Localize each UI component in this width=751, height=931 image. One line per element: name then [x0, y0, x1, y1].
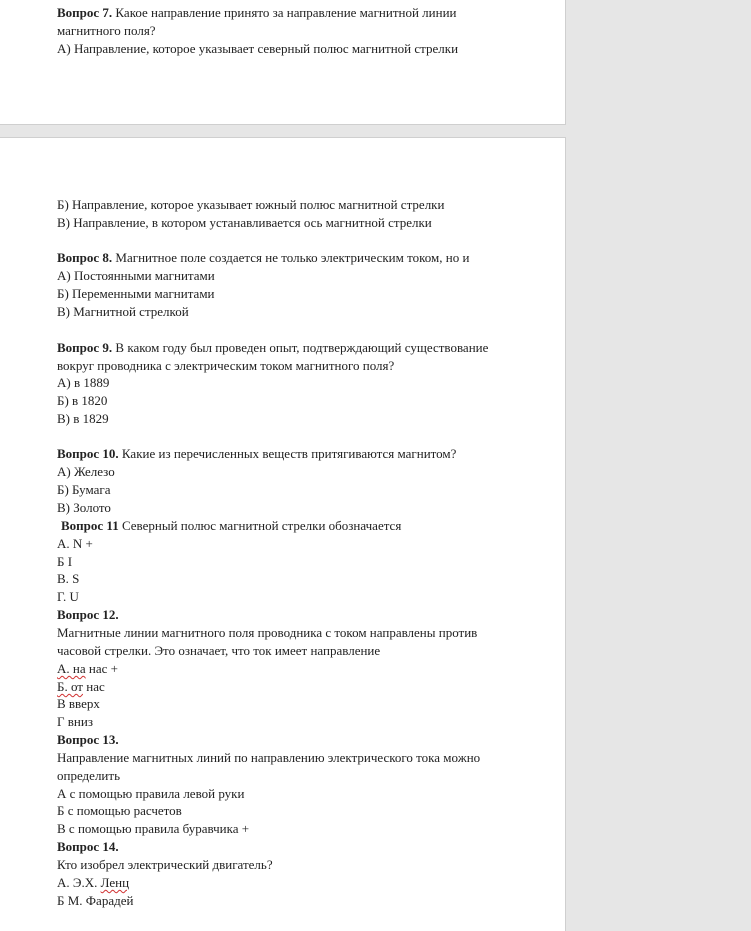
- question-12-option-b: [57, 678, 105, 696]
- question-14-option-b: Б М. Фарадей: [57, 893, 134, 908]
- question-9-title: [57, 339, 488, 357]
- question-7-option-b: Б) Направление, которое указывает южный полюс магнитной стрелки: [57, 197, 445, 212]
- question-11-option-a: А. N +: [57, 536, 93, 551]
- question-11-option-c: В. S: [57, 571, 80, 586]
- question-14-text: Кто изобрел электрический двигатель?: [57, 857, 273, 872]
- question-12-option-c: В вверх: [57, 696, 100, 711]
- question-9-option-b: Б) в 1820: [57, 393, 108, 408]
- question-11-option-d: Г. U: [57, 589, 79, 604]
- option-text: нас +: [85, 661, 118, 676]
- question-8-option-a: А) Постоянными магнитами: [57, 268, 215, 283]
- question-13-option-c: В с помощью правила буравчика +: [57, 821, 250, 836]
- spellcheck-flagged-text: Ленц: [100, 875, 130, 890]
- question-text: Какое направление принято за направление магнитной линии: [112, 5, 457, 20]
- question-13-title: Вопрос 13.: [57, 732, 119, 747]
- question-14-title: Вопрос 14.: [57, 839, 119, 854]
- question-text: Какие из перечисленных веществ притягиваются магнитом?: [118, 446, 457, 461]
- question-10-option-a: А) Железо: [57, 464, 115, 479]
- question-label: Вопрос 9.: [57, 340, 113, 355]
- question-9-option-a: А) в 1889: [57, 375, 110, 390]
- question-text: Магнитное поле создается не только электрическим током, но и: [112, 250, 470, 265]
- question-12-text: Магнитные линии магнитного поля проводника с током направлены против: [57, 625, 478, 640]
- question-7-option-a: А) Направление, которое указывает северный полюс магнитной стрелки: [57, 41, 459, 56]
- question-9-option-c: В) в 1829: [57, 411, 109, 426]
- question-13-option-b: Б с помощью расчетов: [57, 803, 182, 818]
- document-page-2: [0, 137, 566, 931]
- option-text: А. Э.Х.: [57, 875, 101, 890]
- question-12-option-d: Г вниз: [57, 714, 93, 729]
- question-8-option-b: Б) Переменными магнитами: [57, 286, 215, 301]
- question-label: Вопрос 11: [61, 518, 119, 533]
- question-12-title: Вопрос 12.: [57, 607, 119, 622]
- question-text: Северный полюс магнитной стрелки обозначается: [118, 518, 402, 533]
- question-11-option-b: Б I: [57, 554, 73, 569]
- question-7-title: [57, 4, 457, 22]
- question-10-option-c: В) Золото: [57, 500, 111, 515]
- spellcheck-flagged-text: Б. от: [57, 679, 83, 694]
- spellcheck-flagged-text: А. на: [57, 661, 86, 676]
- question-12-option-a: [57, 660, 118, 678]
- question-7-text-cont: магнитного поля?: [57, 23, 156, 38]
- question-14-option-a: [57, 874, 129, 892]
- question-12-text-cont: часовой стрелки. Это означает, что ток имеет направление: [57, 643, 381, 658]
- question-9-text-cont: вокруг проводника с электрическим током магнитного поля?: [57, 358, 395, 373]
- question-13-option-a: А с помощью правила левой руки: [57, 786, 245, 801]
- document-page-1: [0, 0, 566, 125]
- question-10-title: [57, 445, 456, 463]
- question-7-option-c: В) Направление, в котором устанавливается ось магнитной стрелки: [57, 215, 432, 230]
- option-text: нас: [82, 679, 105, 694]
- question-label: Вопрос 8.: [57, 250, 113, 265]
- question-label: Вопрос 7.: [57, 5, 113, 20]
- question-label: Вопрос 10.: [57, 446, 119, 461]
- question-10-option-b: Б) Бумага: [57, 482, 111, 497]
- question-text: В каком году был проведен опыт, подтверждающий существование: [112, 340, 489, 355]
- question-11-title: [61, 517, 401, 535]
- question-8-title: [57, 249, 469, 267]
- question-8-option-c: В) Магнитной стрелкой: [57, 304, 189, 319]
- question-13-text-cont: определить: [57, 768, 120, 783]
- question-13-text: Направление магнитных линий по направлению электрического тока можно: [57, 750, 481, 765]
